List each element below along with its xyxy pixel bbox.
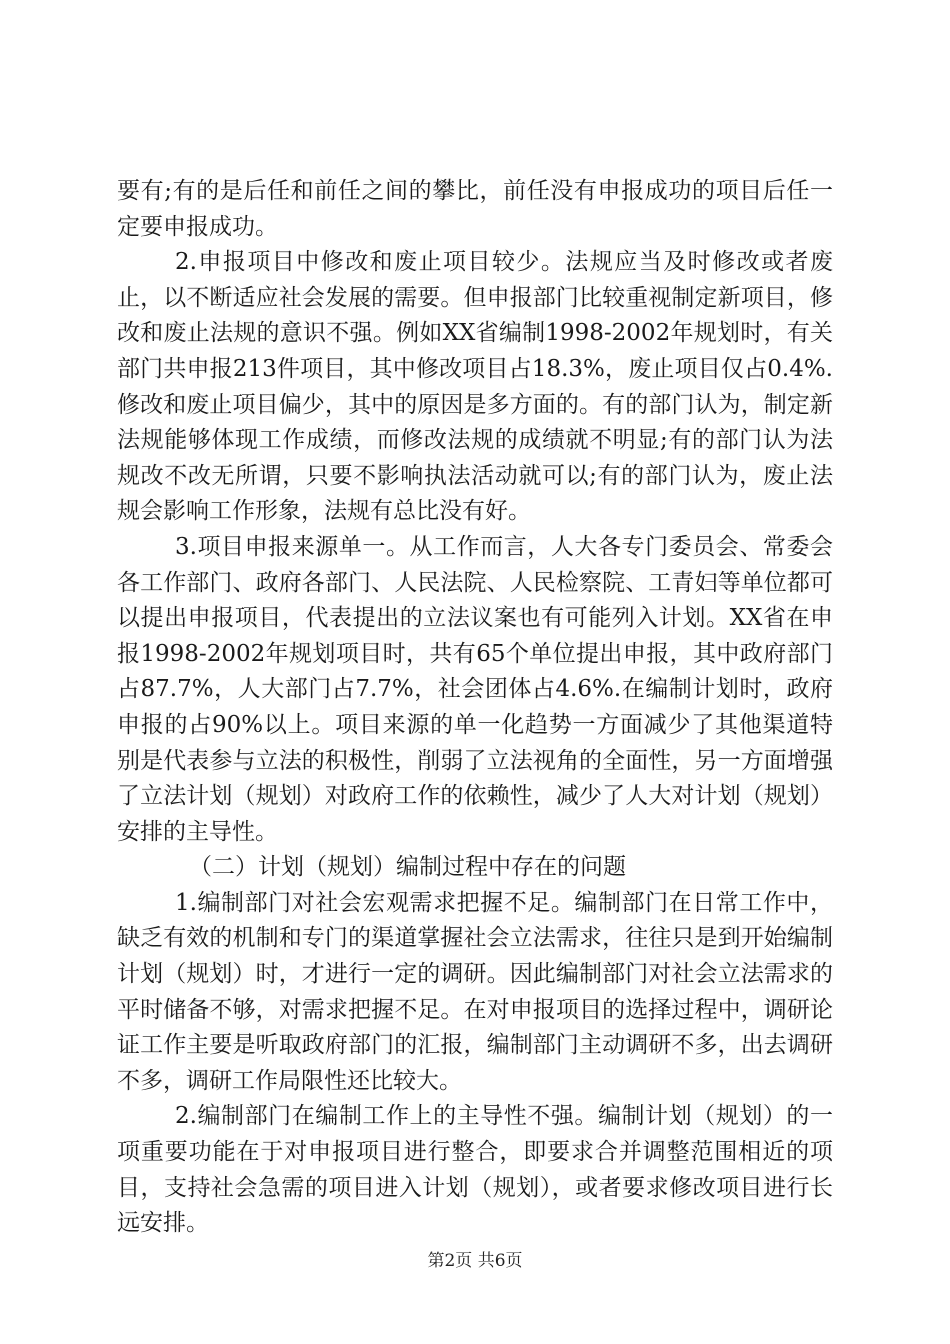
section-heading: （二）计划（规划）编制过程中存在的问题 (189, 854, 626, 881)
paragraph-section2-item-2: 2.编制部门在编制工作上的主导性不强。编制计划（规划）的一项重要功能在于对申报项目进行整合，即要求合并调整范围相近的项目，支持社会急需的项目进入计划（规划），或者要求修改项目进行长远安排。 (117, 1103, 833, 1237)
paragraph-section2-item-1: 1.编制部门对社会宏观需求把握不足。编制部门在日常工作中，缺乏有效的机制和专门的渠道掌握社会立法需求，往往只是到开始编制计划（规划）时，才进行一定的调研。因此编制部门对社会立法需求的平时储备不够，对需求把握不足。在对申报项目的选择过程中，调研论证工作主要是听取政府部门的汇报，编制部门主动调研不多，出去调研不多，调研工作局限性还比较大。 (117, 889, 833, 1094)
page-number-footer: 第2页 共6页 (427, 1251, 523, 1271)
paragraph-item-2: 2.申报项目中修改和废止项目较少。法规应当及时修改或者废止，以不断适应社会发展的需要。但申报部门比较重视制定新项目，修改和废止法规的意识不强。例如XX省编制1998-2002年规划时，有关部门共申报213件项目，其中修改项目占18.3%，废止项目仅占0.4%.修改和废止项目偏少，其中的原因是多方面的。有的部门认为，制定新法规能够体现工作成绩，而修改法规的成绩就不明显;有的部门认为法规改不改无所谓，只要不影响执法活动就可以;有的部门认为，废止法规会影响工作形象，法规有总比没有好。 (117, 249, 833, 525)
paragraph-item-3: 3.项目申报来源单一。从工作而言，人大各专门委员会、常委会各工作部门、政府各部门、人民法院、人民检察院、工青妇等单位都可以提出申报项目，代表提出的立法议案也有可能列入计划。XX省在申报1998-2002年规划项目时，共有65个单位提出申报，其中政府部门占87.7%，人大部门占7.7%，社会团体占4.6%.在编制计划时，政府申报的占90%以上。项目来源的单一化趋势一方面减少了其他渠道特别是代表参与立法的积极性，削弱了立法视角的全面性，另一方面增强了立法计划（规划）对政府工作的依赖性，减少了人大对计划（规划）安排的主导性。 (117, 533, 833, 845)
paragraph-continuation: 要有;有的是后任和前任之间的攀比，前任没有申报成功的项目后任一定要申报成功。 (117, 178, 833, 240)
document-body (117, 174, 833, 1242)
